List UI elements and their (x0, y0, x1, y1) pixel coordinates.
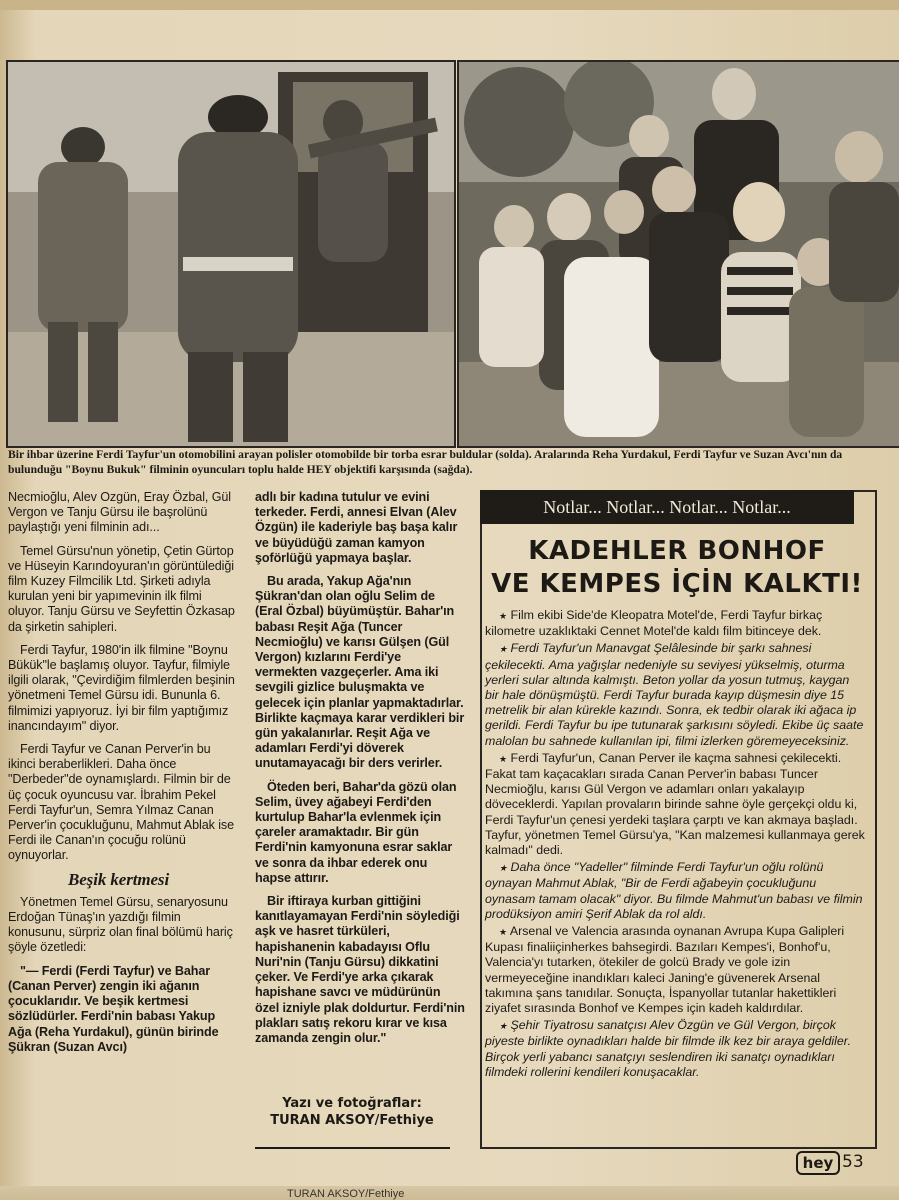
author-credit (257, 1095, 447, 1129)
article-paragraph: Bu arada, Yakup Ağa'nın Şükran'dan olan oğlu Selim de (Eral Özbal) büyümüştür. Bahar'ın babası Reşit Ağa (Tuncer Necmioğlu) ve karısı Gülşen (Gül Vergon) kızlarını Ferdi'ye vermekten vazgeçerler. Ama iki sevgili gizlice buluşmakta ve gelecek için planlar yapmaktadırlar. Birlikte kaçmaya karar verdikleri bir gün yakalanırlar. Reşit Ağa ve adamları Ferdi'yi döverek unutamayacağı bir ders verirler. (255, 574, 465, 771)
note-item (485, 608, 866, 639)
article-paragraph: Temel Gürsu'nun yönetip, Çetin Gürtop ve Hüseyin Karındoyuran'ın görüntülediği film Kuzey Filmcilik Ltd. Şirketi adıyla kurulan yeni bir yapımevinin ilk filmi oluyor. Tanju Gürsu ve Seyfettin Özkasap da şirketin sahipleri. (8, 543, 235, 634)
star-icon: ★ (499, 753, 508, 764)
page-top-edge (0, 0, 899, 10)
page-bottom-edge (0, 1186, 899, 1200)
note-text: Arsenal ve Valencia arasında oynanan Avrupa Kupa Galipleri Kupası finaliiçinherkes bahsegirdi. Bazıları Kempes'i, Bonhof'u, Valencia'yı tutarken, ötekiler de golcü Brady ve gole izin vermeyeceğine inandıkları kaleci Janing'e güvenerek Arsenal takımına şans tanıdılar. Sonuçta, İspanyollar tutanlar hakettikleri ziyafet sırasında Bonhof ve Kempes için kadeh kaldırdılar. (485, 924, 845, 1016)
note-text: Film ekibi Side'de Kleopatra Motel'de, Ferdi Tayfur birkaç kilometre uzaklıktaki Cennet Motel'de kaldı film bitinceye dek. (485, 608, 823, 639)
photo-police-search (6, 60, 456, 448)
article-paragraph: Ferdi Tayfur, 1980'in ilk filmine "Boynu Bükük"le başlamış oluyor. Tayfur, filmiyle ilgili olarak, "Çevirdiğim filmlerden beşinin yönetmeni Temel Gürsu idi. Bununla 6. filmimizi yapıyoruz. İyi bir film yaptığımız inancındayım" diyor. (8, 642, 235, 733)
note-item (485, 1018, 866, 1080)
note-item (485, 751, 866, 858)
notes-list (485, 608, 866, 1082)
article-paragraph: "— Ferdi (Ferdi Tayfur) ve Bahar (Canan Perver) zengin iki ağanın çocuklarıdır. Ve beşik kertmesi sözlüdürler. Ferdi'nin babası Yakup Ağa (Reha Yurdakul), günün birinde Şükran (Suzan Avcı) (8, 963, 219, 1054)
star-icon: ★ (499, 863, 508, 874)
note-text: Ferdi Tayfur'un Manavgat Şelâlesinde bir şarkı sahnesi çekilecekti. Ama yağışlar nedeniyle su seviyesi yükselmiş, oturma yerleri sular altında kalmıştı. Beton yollar da yosun tutmuş, kaygan bir hale dönüşmüştü. Ferdi Tayfur burada kayıp düşmesin diye 15 metrelik bir alan kürekle kazındı. Sonra, ek tedbir olarak iki ağaca ip gerildi. Ferdi Tayfur bu ipe tutunarak şarkısını söyledi. Ekibe üç saate malolan bu sahnede kullanılan ipi, filmi izlerken göremeyeceksiniz. (485, 641, 864, 748)
notes-banner: Notlar... Notlar... Notlar... Notlar... (480, 490, 854, 524)
photo-film-cast-image (459, 62, 899, 446)
note-text: Şehir Tiyatrosu sanatçısı Alev Özgün ve Gül Vergon, birçok piyeste birlikte oynadıkları halde bir filmde ilk kez bir araya geldiler. Birçok yerli yabancı sanatçıyı seslendiren iki sanatçı oynadıkları filmdeki rollerini kendileri konuşacaklar. (485, 1018, 851, 1079)
star-icon: ★ (499, 644, 508, 655)
author-credit-name: TURAN AKSOY/Fethiye (270, 1113, 434, 1128)
note-item (485, 641, 866, 748)
note-item (485, 924, 866, 1016)
note-item (485, 860, 866, 922)
article-paragraph: Bir iftiraya kurban gittiğini kanıtlayamayan Ferdi'nin söylediği aşk ve hasret türküleri, hapishanenin kabadayısı Oflu Nuri'nin (Tanju Gürsu) dikkatini çeker. Ve Ferdi'ye arka çıkarak hapishane savcı ve müdürünün özel izniyle plak doldurtur. Ferdi'nin plakları satış rekoru kırar ve kısa zamanda zengin olur." (255, 894, 465, 1045)
star-icon: ★ (499, 927, 508, 938)
notes-headline-line-2: VE KEMPES İÇİN KALKTI! (491, 569, 863, 599)
article-column-1 (8, 490, 240, 1063)
hey-logo: hey (796, 1151, 840, 1175)
star-icon: ★ (499, 611, 508, 621)
notes-headline-line-1: KADEHLER BONHOF (528, 536, 826, 566)
article-paragraph: Yönetmen Temel Gürsu, senaryosunu Erdoğan Tünaş'ın yazdığı filmin konusunu, sürpriz olan final bölümü hariç şöyle özetledi: (8, 894, 233, 955)
author-credit-label: Yazı ve fotoğraflar: (282, 1096, 422, 1111)
note-text: Daha önce "Yadeller" filminde Ferdi Tayfur'un oğlu rolünü oynayan Mahmut Ablak, "Bir de Ferdi ağabeyin çocukluğunu oynasam tamam olacak" diyor. Bu filmde Mahmut'un babası ve filmin prodüksiyon amiri Şerif Ablak da rol aldı. (485, 860, 863, 921)
bleed-through-text: TURAN AKSOY/Fethiye (287, 1188, 405, 1200)
photo-police-search-image (8, 62, 454, 446)
article-subheading: Beşik kertmesi (68, 869, 170, 889)
article-paragraph: Necmioğlu, Alev Ozgün, Eray Özbal, Gül Vergon ve Tanju Gürsu ile başrolünü paylaştığı yeni filminin adı... (8, 490, 231, 535)
photo-caption: Bir ihbar üzerine Ferdi Tayfur'un otomobilini arayan polisler otomobilde bir torba esrar buldular (solda). Aralarında Reha Yurdakul, Ferdi Tayfur ve Suzan Avcı'nın da bulunduğu "Boynu Bukuk" filminin oyuncuları toplu halde HEY objektifi karşısında (sağda). (8, 448, 843, 476)
page-number: 53 (842, 1152, 864, 1172)
article-paragraph: Öteden beri, Bahar'da gözü olan Selim, üvey ağabeyi Ferdi'den kurtulup Bahar'la evlenmek için çareler aramaktadır. Bir gün Ferdi'nin kamyonuna esrar saklar ve sonra da ihbar ederek onu hapse attırır. (255, 779, 457, 885)
notes-headline (490, 535, 864, 601)
credit-divider (255, 1147, 450, 1149)
star-icon: ★ (499, 1021, 508, 1032)
article-paragraph: Ferdi Tayfur ve Canan Perver'in bu ikinci beraberlikleri. Daha önce "Derbeder"de oynamışlardı. Filmin bir de üç çocuk oyuncusu var. İbrahim Pekel Ferdi Tayfur'un, Semra Yılmaz Canan Perver'in çocukluğunu, Mahmut Ablak ise Ferdi ile Canan'ın çocuğu rolünü oynuyorlar. (8, 742, 235, 863)
article-paragraph: adlı bir kadına tutulur ve evini terkeder. Ferdi, annesi Elvan (Alev Özgün) ile kaderiyle baş başa kalır ve büyüdüğü zaman kamyon şoförlüğü yapmaya başlar. (255, 490, 458, 565)
photo-film-cast (457, 60, 899, 448)
article-column-2 (255, 490, 465, 1054)
note-text: Ferdi Tayfur'un, Canan Perver ile kaçma sahnesi çekilecekti. Fakat tam kaçacakları sırada Canan Perver'in babası Tuncer Necmioğlu, karısı Gül Vergon ve adamları onları yakalayıp döveceklerdi. Yapılan provaların birinde sahne öyle gerçekçi oldu ki, Ferdi Tayfur'un çenesi yerdeki taşlara çarptı ve kan akmaya başladı. Tayfur, yönetmen Temel Gürsu'ya, "Kan malzemesi kullanmaya gerek kalmadı" dedi. (485, 750, 865, 858)
